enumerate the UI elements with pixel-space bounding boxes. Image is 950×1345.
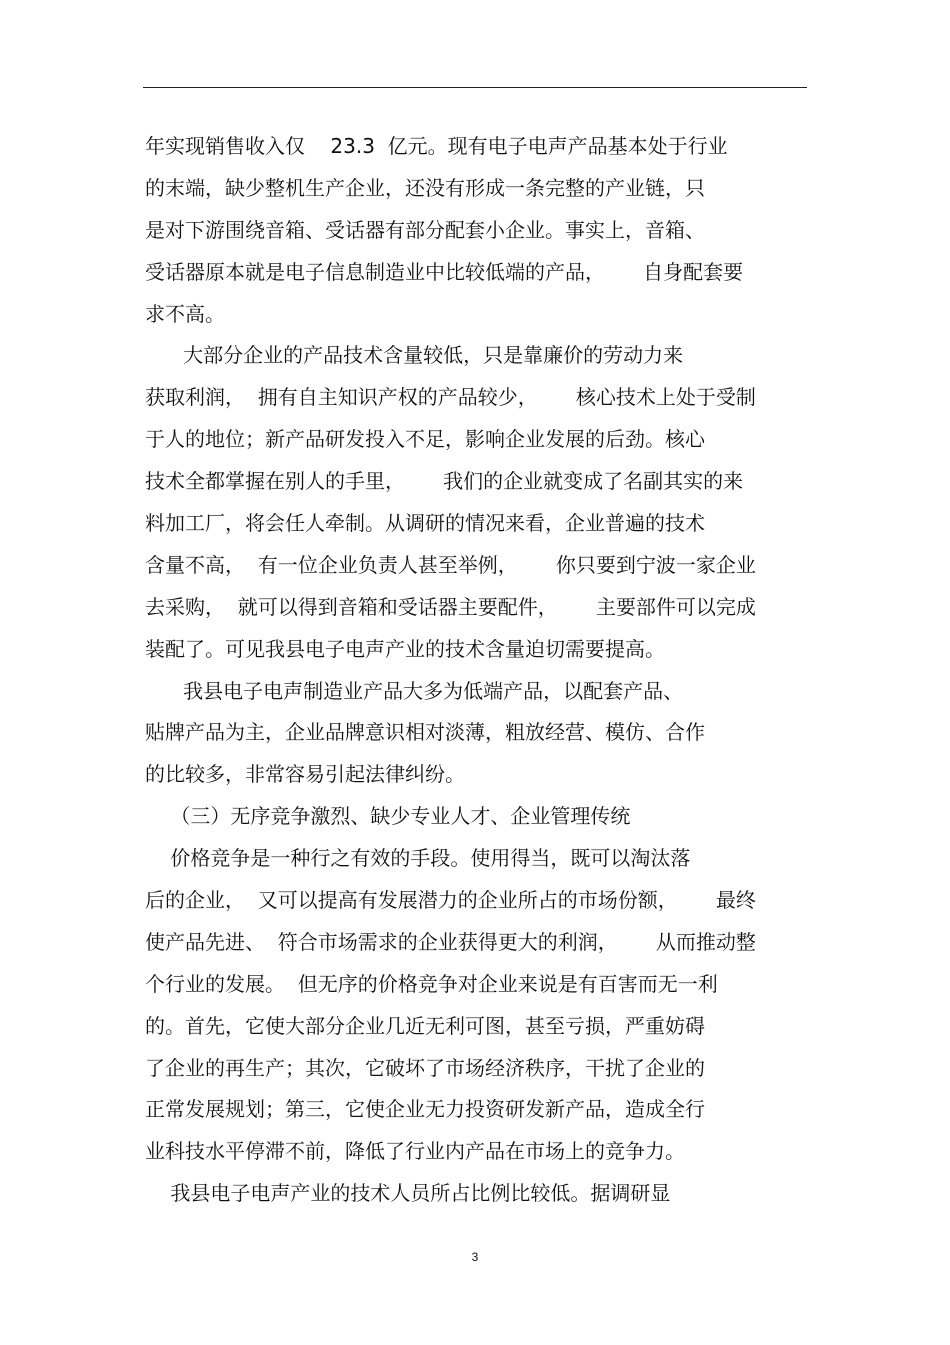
text-line: 的。首先，它使大部分企业几近无利可图，甚至亏损，严重妨碍 <box>145 1013 705 1038</box>
text-line: 获取利润， 拥有自主知识产权的产品较少， 核心技术上处于受制 <box>145 385 756 410</box>
text-line: 大部分企业的产品技术含量较低，只是靠廉价的劳动力来 <box>145 343 684 368</box>
section-heading: （三）无序竞争激烈、缺少专业人才、企业管理传统 <box>145 804 631 829</box>
text-line: 使产品先进、 符合市场需求的企业获得更大的利润， 从而推动整 <box>145 929 756 954</box>
text-line: 贴牌产品为主，企业品牌意识相对淡薄，粗放经营、模仿、合作 <box>145 720 705 745</box>
text-line: 料加工厂，将会任人牵制。从调研的情况来看，企业普遍的技术 <box>145 511 705 536</box>
text-line: 的末端，缺少整机生产企业，还没有形成一条完整的产业链，只 <box>145 175 705 200</box>
text-line: 求不高。 <box>145 301 225 326</box>
text-line: 我县电子电声制造业产品大多为低端产品，以配套产品、 <box>145 678 684 703</box>
text-line: 正常发展规划；第三，它使企业无力投资研发新产品，造成全行 <box>145 1097 705 1122</box>
header-rule <box>143 87 807 88</box>
text-line: 技术全都掌握在别人的手里， 我们的企业就变成了名副其实的来 <box>145 469 744 494</box>
text-line: 业科技水平停滞不前，降低了行业内产品在市场上的竞争力。 <box>145 1139 685 1164</box>
text-line: 的比较多，非常容易引起法律纠纷。 <box>145 762 465 787</box>
body-text <box>145 126 825 1215</box>
text-line: 于人的地位；新产品研发投入不足，影响企业发展的后劲。核心 <box>145 427 705 452</box>
text-line: 受话器原本就是电子信息制造业中比较低端的产品， 自身配套要 <box>145 259 744 284</box>
text-line: 个行业的发展。 但无序的价格竞争对企业来说是有百害而无一利 <box>145 971 718 996</box>
text-line: 后的企业， 又可以提高有发展潜力的企业所占的市场份额， 最终 <box>145 888 756 913</box>
text-line: 年实现销售收入仅 23.3 亿元。现有电子电声产品基本处于行业 <box>145 134 728 158</box>
text-line: 装配了。可见我县电子电声产业的技术含量迫切需要提高。 <box>145 636 665 661</box>
text-line: 是对下游围绕音箱、受话器有部分配套小企业。事实上，音箱、 <box>145 217 705 242</box>
text-line: 含量不高， 有一位企业负责人甚至举例， 你只要到宁波一家企业 <box>145 552 756 577</box>
text-line: 了企业的再生产；其次，它破坏了市场经济秩序，干扰了企业的 <box>145 1055 705 1080</box>
text-line: 价格竞争是一种行之有效的手段。使用得当，既可以淘汰落 <box>145 846 691 871</box>
text-line: 我县电子电声产业的技术人员所占比例比较低。据调研显 <box>145 1181 671 1206</box>
page-number: 3 <box>471 1250 479 1264</box>
text-line: 去采购， 就可以得到音箱和受话器主要配件， 主要部件可以完成 <box>145 594 756 619</box>
